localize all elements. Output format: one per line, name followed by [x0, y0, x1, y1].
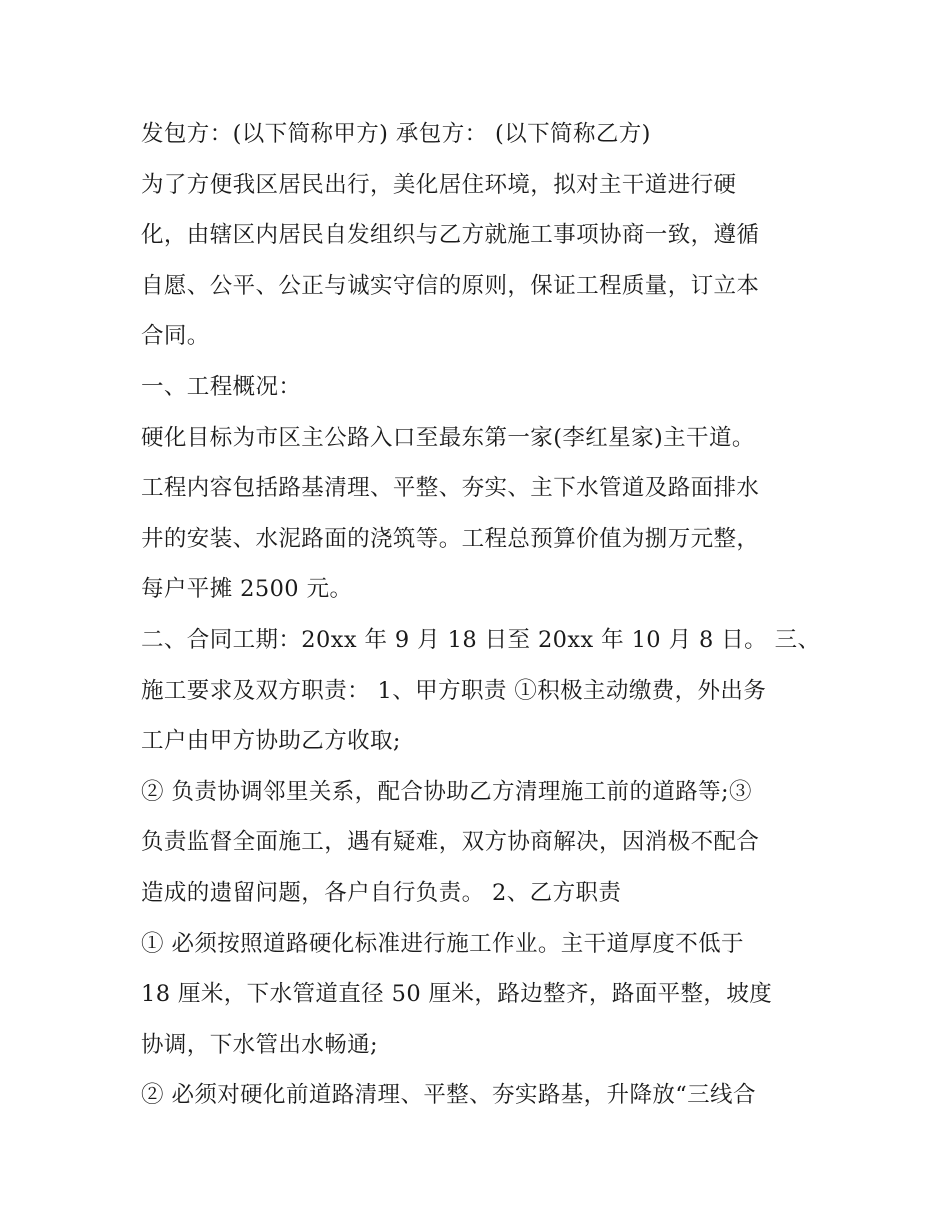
text-line: 合同。	[141, 323, 210, 350]
section-heading: 一、工程概况：	[141, 373, 302, 400]
text-line: 为了方便我区居民出行，美化居住环境，拟对主干道进行硬	[141, 171, 737, 198]
text-line: 施工要求及双方职责： 1、甲方职责 ①积极主动缴费，外出务	[141, 677, 767, 704]
text-line: 二、合同工期：20xx 年 9 月 18 日至 20xx 年 10 月 8 日。 三、	[141, 626, 821, 653]
text-line: ① 必须按照道路硬化标准进行施工作业。主干道厚度不低于	[141, 930, 744, 957]
text-line: 每户平摊 2500 元。	[141, 576, 353, 603]
text-line: ② 负责协调邻里关系，配合协助乙方清理施工前的道路等;③	[141, 778, 752, 805]
text-line: 协调，下水管出水畅通;	[141, 1031, 378, 1058]
text-line: 负责监督全面施工，遇有疑难，双方协商解决，因消极不配合	[141, 829, 760, 856]
document-body	[141, 109, 821, 1121]
text-line: 硬化目标为市区主公路入口至最东第一家(李红星家)主干道。	[141, 424, 755, 451]
text-line: 工户由甲方协助乙方收取;	[141, 728, 401, 755]
text-line: 18 厘米，下水管道直径 50 厘米，路边整齐，路面平整，坡度	[141, 981, 773, 1008]
text-line: 井的安装、水泥路面的浇筑等。工程总预算价值为捌万元整，	[141, 525, 760, 552]
text-line: ② 必须对硬化前道路清理、平整、夯实路基，升降放“三线合	[141, 1082, 756, 1109]
text-line: 造成的遗留问题，各户自行负责。 2、乙方职责	[141, 879, 622, 906]
text-line: 自愿、公平、公正与诚实守信的原则，保证工程质量，订立本	[141, 272, 760, 299]
text-line: 工程内容包括路基清理、平整、夯实、主下水管道及路面排水	[141, 475, 760, 502]
text-line: 化，由辖区内居民自发组织与乙方就施工事项协商一致，遵循	[141, 222, 760, 249]
text-line: 发包方：(以下简称甲方) 承包方： (以下简称乙方)	[141, 121, 651, 147]
